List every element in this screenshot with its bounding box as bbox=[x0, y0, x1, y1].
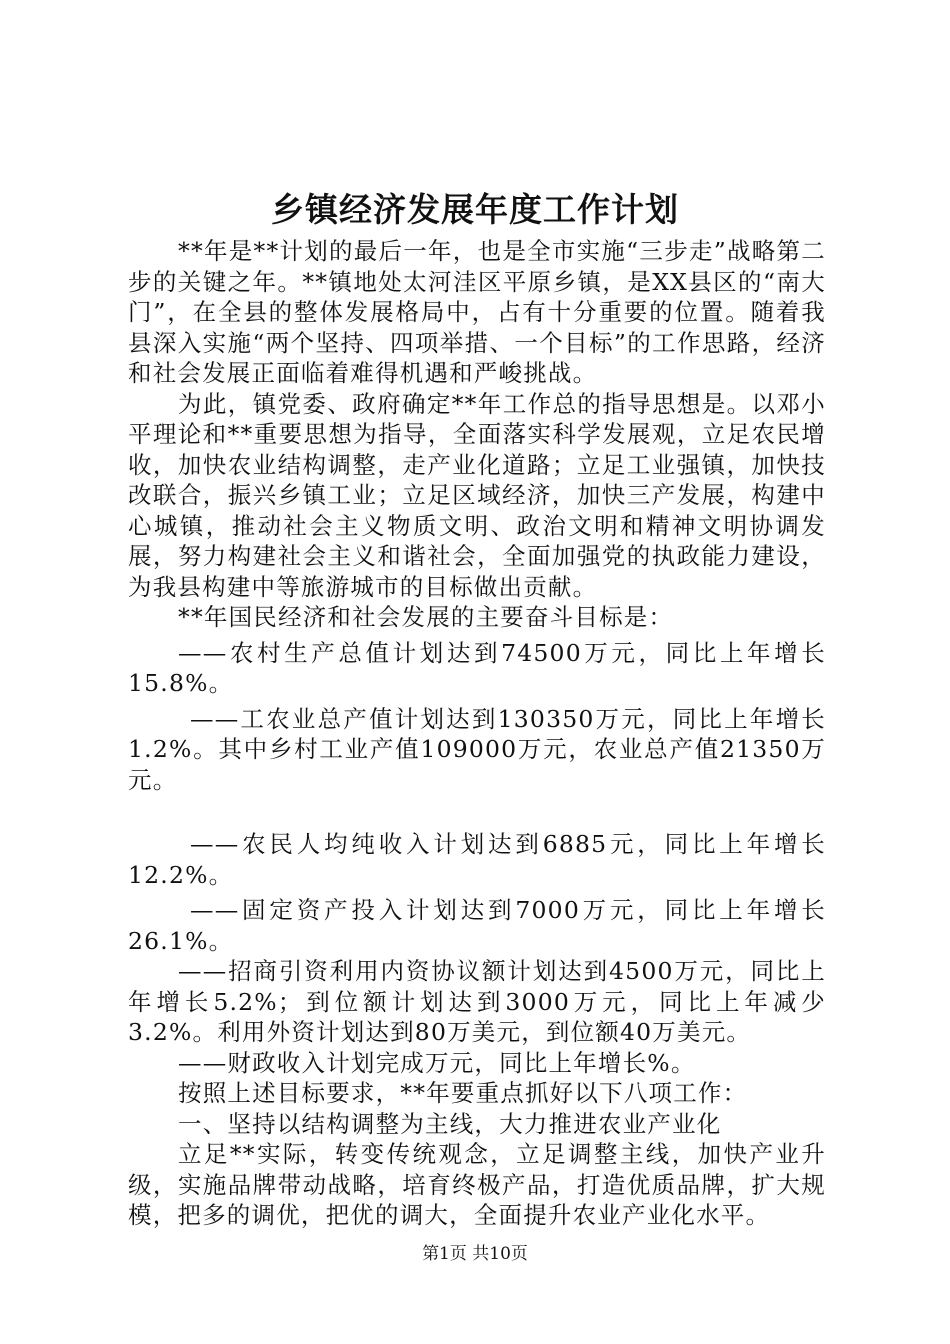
paragraph-section-1: 立足**实际，转变传统观念，立足调整主线，加快产业升级，实施品牌带动战略，培育终极产品，打造优质品牌，扩大规模，把多的调优，把优的调大，全面提升农业产业化水平。 bbox=[128, 1140, 826, 1229]
page-number-footer: 第1页 共10页 bbox=[422, 1244, 528, 1264]
goal-investment: ——招商引资利用内资协议额计划达到4500万元，同比上年增长5.2%；到位额计划达到3000万元，同比上年减少3.2%。利用外资计划达到80万美元，到位额40万美元。 bbox=[128, 957, 826, 1046]
goal-fixed-assets: ——固定资产投入计划达到7000万元，同比上年增长26.1%。 bbox=[128, 896, 826, 955]
document-title: 乡镇经济发展年度工作计划 bbox=[271, 190, 679, 229]
paragraph-guiding-thought: 为此，镇党委、政府确定**年工作总的指导思想是。以邓小平理论和**重要思想为指导，全面落实科学发展观，立足农民增收，加快农业结构调整，走产业化道路；立足工业强镇，加快技改联合，振兴乡镇工业；立足区域经济，加快三产发展，构建中心城镇，推动社会主义物质文明、政治文明和精神文明协调发展，努力构建社会主义和谐社会，全面加强党的执政能力建设，为我县构建中等旅游城市的目标做出贡献。 bbox=[128, 389, 826, 601]
goal-fiscal-revenue: ——财政收入计划完成万元，同比上年增长%。 bbox=[178, 1048, 696, 1077]
paragraph-goals-heading: **年国民经济和社会发展的主要奋斗目标是： bbox=[178, 603, 674, 631]
goal-farmer-income: ——农民人均纯收入计划达到6885元，同比上年增长12.2%。 bbox=[128, 830, 826, 889]
paragraph-eight-tasks: 按照上述目标要求，**年要重点抓好以下八项工作： bbox=[178, 1079, 748, 1107]
section-heading-1: 一、坚持以结构调整为主线，大力推进农业产业化 bbox=[178, 1109, 722, 1138]
goal-output-value: ——工农业总产值计划达到130350万元，同比上年增长1.2%。其中乡村工业产值109000万元，农业总产值21350万元。 bbox=[128, 704, 826, 794]
paragraph-intro: **年是**计划的最后一年，也是全市实施“三步走”战略第二步的关键之年。**镇地处太河洼区平原乡镇，是XX县区的“南大门”，在全县的整体发展格局中，占有十分重要的位置。随着我县深入实施“两个坚持、四项举措、一个目标”的工作思路，经济和社会发展正面临着难得机遇和严峻挑战。 bbox=[128, 237, 826, 387]
document-body bbox=[128, 236, 826, 1231]
goal-rural-gdp: ——农村生产总值计划达到74500万元，同比上年增长15.8%。 bbox=[128, 638, 826, 697]
